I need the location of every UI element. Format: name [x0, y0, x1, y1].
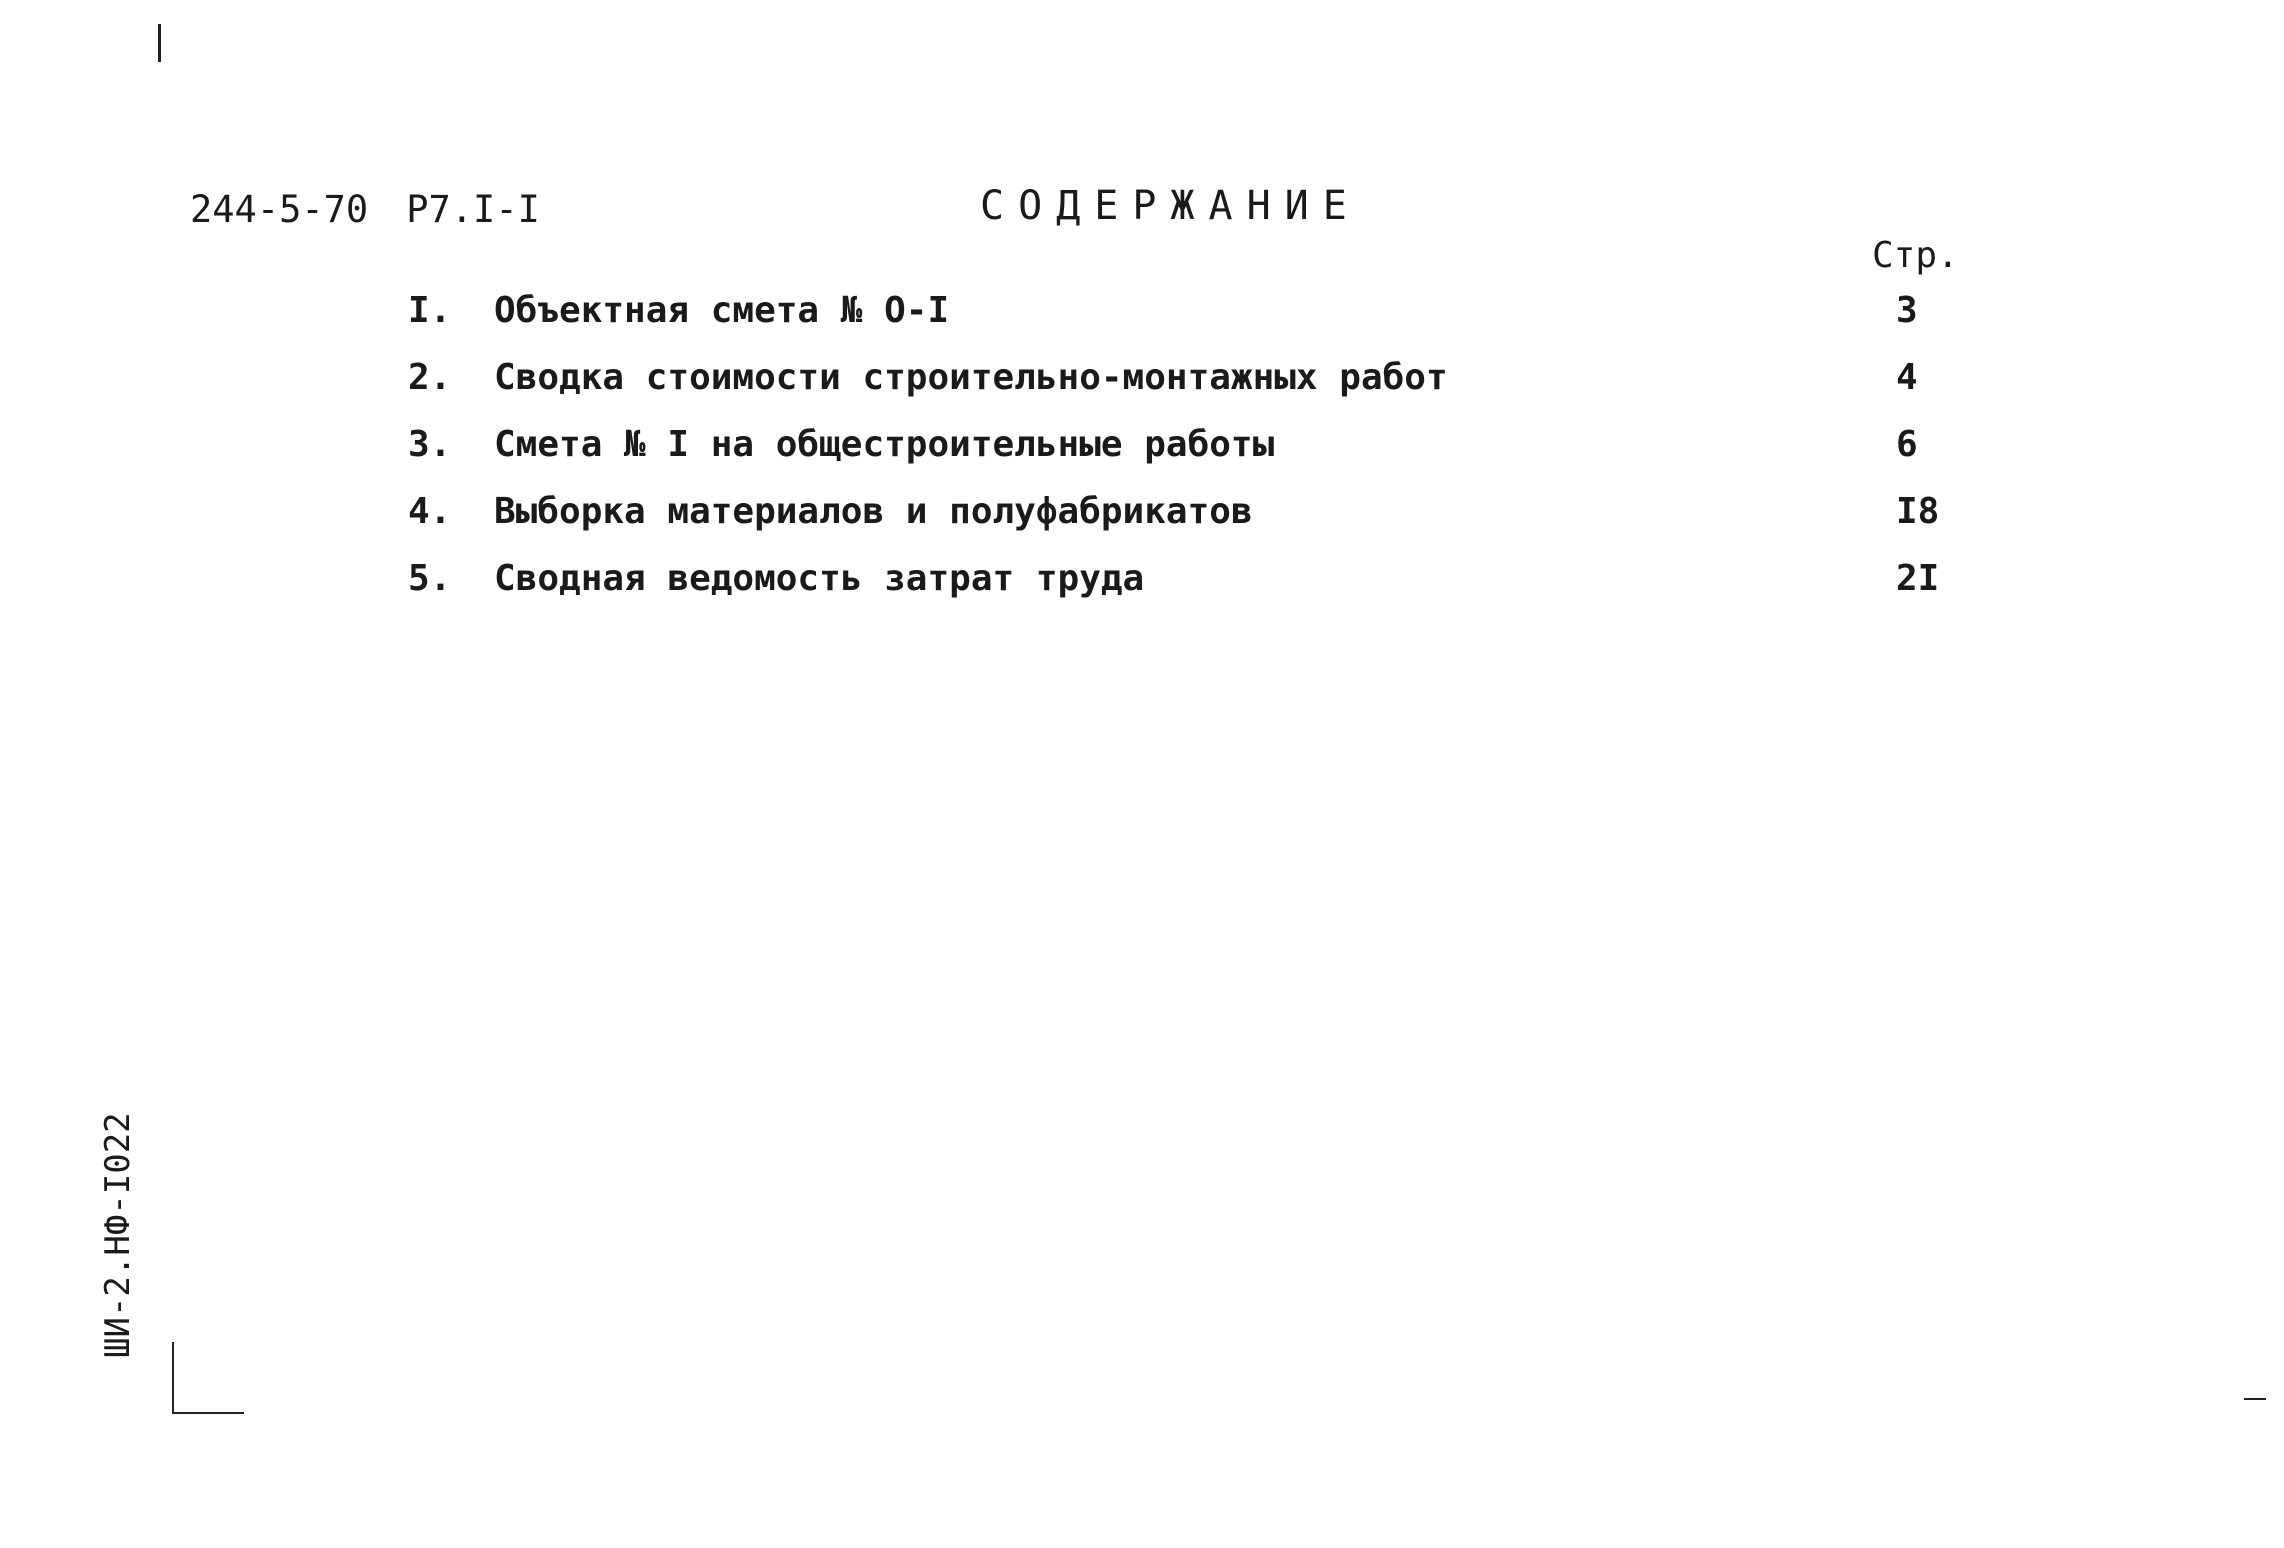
side-document-code: ШИ-2.НФ-I022 [98, 1112, 138, 1358]
toc-entry-title: Сводка стоимости строительно-монтажных работ [494, 357, 1448, 398]
toc-entry-number: 2. [408, 357, 452, 398]
toc-entry-page: 6 [1896, 424, 1918, 465]
toc-entry-4 [408, 491, 1968, 558]
toc-entry-page: I8 [1896, 491, 1940, 532]
toc-entry-2 [408, 357, 1968, 424]
toc-entry-5 [408, 558, 1968, 625]
toc-entry-page: 2I [1896, 558, 1940, 599]
toc-entry-number: 5. [408, 558, 452, 599]
document-sheet: Р7.I-I [406, 188, 540, 231]
edge-mark-right [2244, 1398, 2266, 1400]
toc-entry-number: 3. [408, 424, 452, 465]
toc-entry-number: I. [408, 290, 452, 331]
toc-entry-title: Сводная ведомость затрат труда [494, 558, 1145, 599]
scan-mark-top-left [158, 24, 161, 62]
corner-mark-vertical [172, 1342, 174, 1414]
toc-entry-title: Смета № I на общестроительные работы [494, 424, 1275, 465]
toc-entry-title: Выборка материалов и полуфабрикатов [494, 491, 1253, 532]
page-title: СОДЕРЖАНИЕ [980, 183, 1361, 229]
document-number: 244-5-70 [190, 188, 369, 231]
corner-mark-horizontal [172, 1412, 244, 1414]
table-of-contents [408, 290, 1968, 625]
toc-entry-title: Объектная смета № О-I [494, 290, 950, 331]
toc-entry-3 [408, 424, 1968, 491]
document-code [190, 188, 540, 231]
toc-entry-number: 4. [408, 491, 452, 532]
page-column-label: Стр. [1872, 235, 1959, 276]
toc-entry-page: 3 [1896, 290, 1918, 331]
toc-entry-1 [408, 290, 1968, 357]
toc-entry-page: 4 [1896, 357, 1918, 398]
